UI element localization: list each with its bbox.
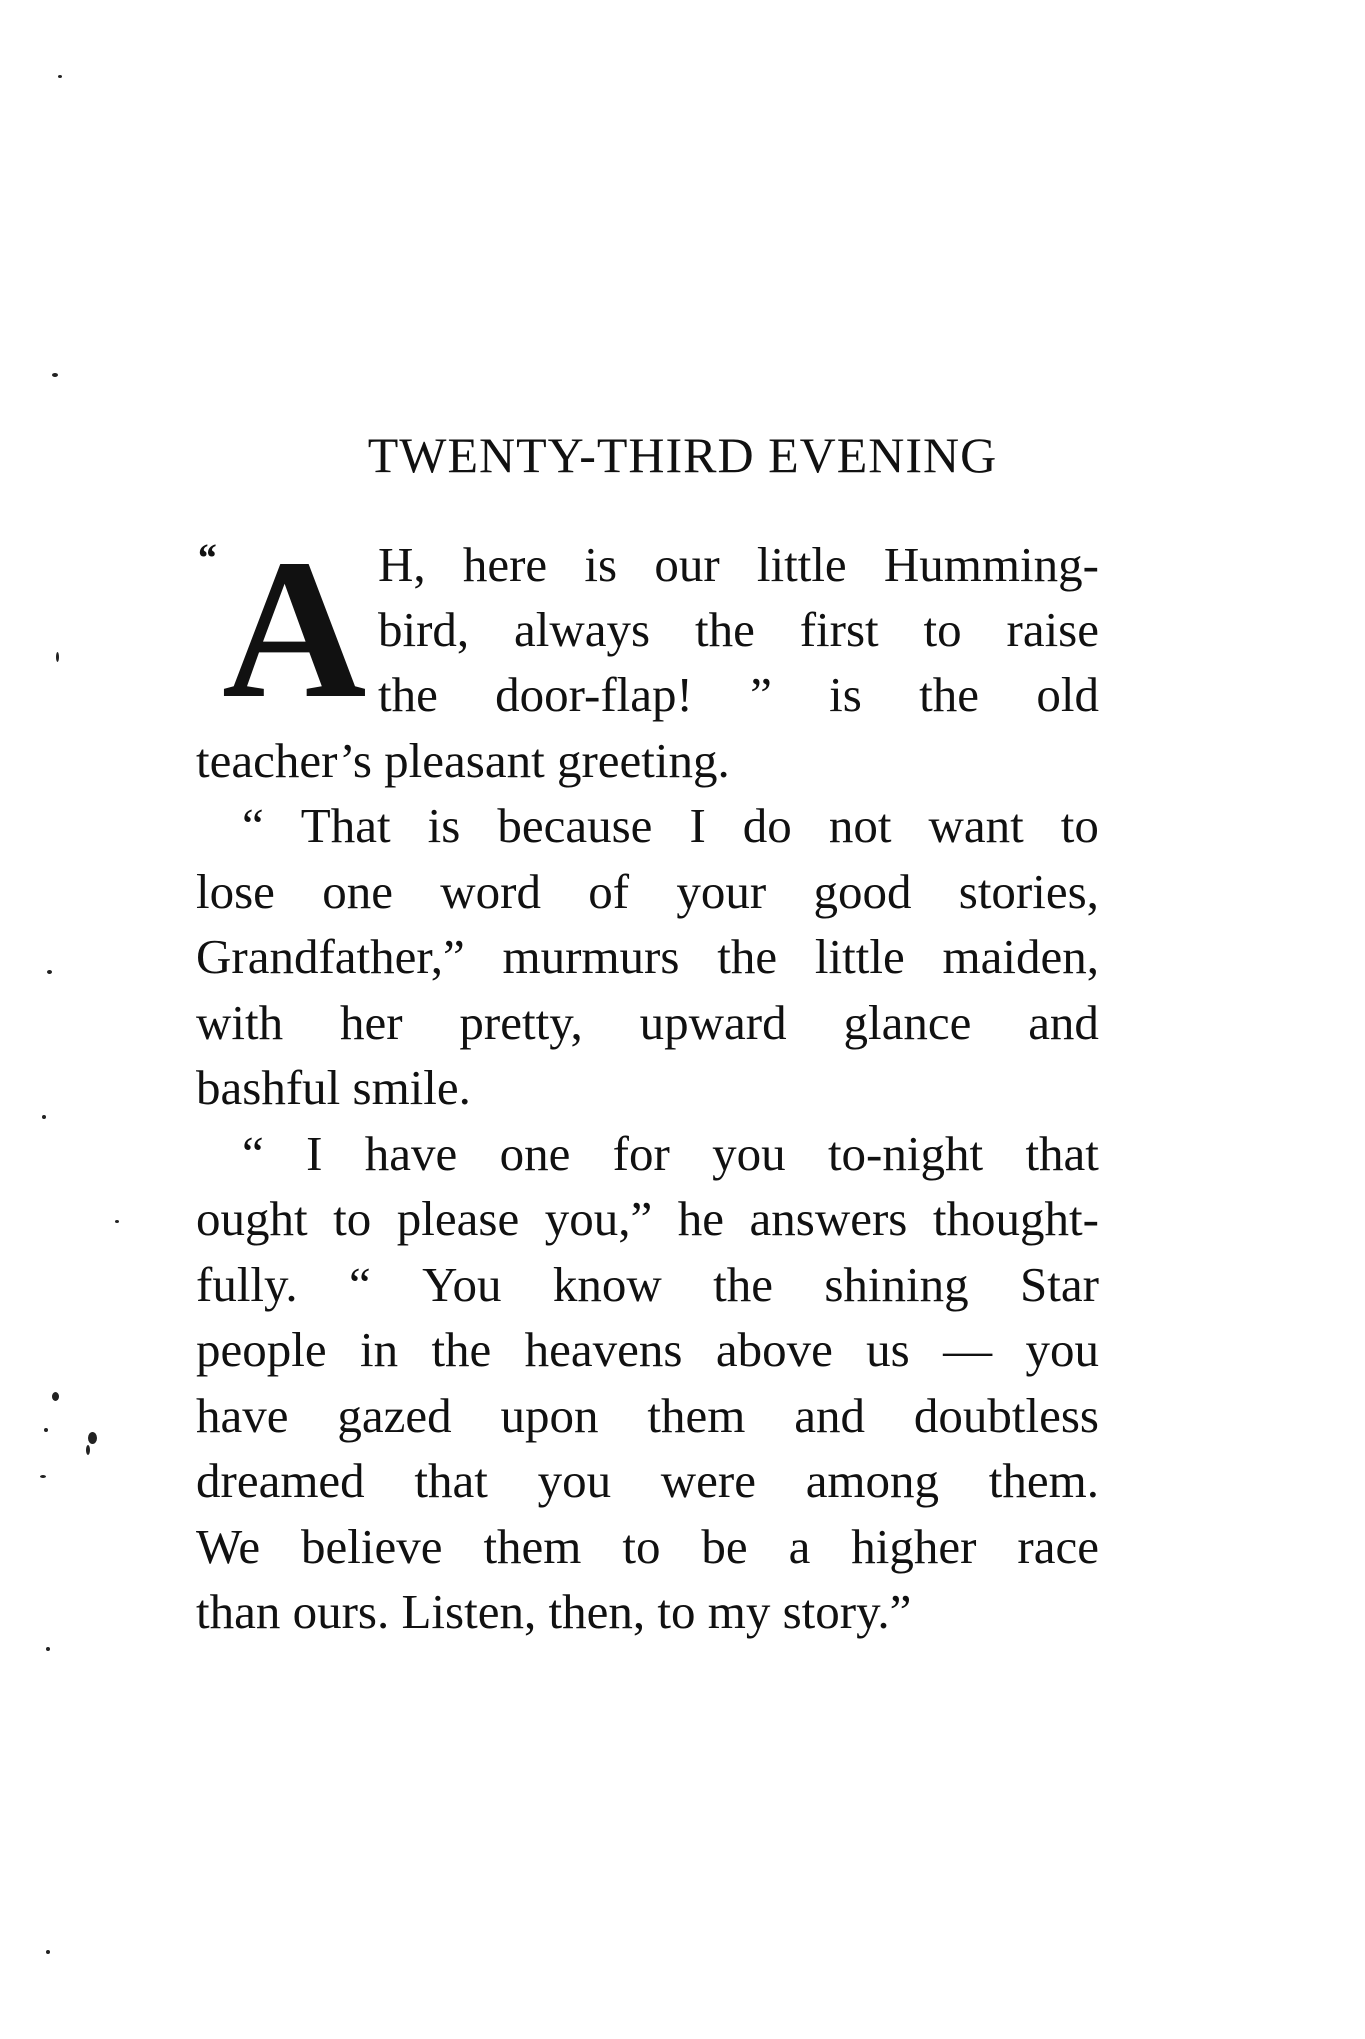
word: thought-: [932, 1191, 1099, 1246]
word: glance: [843, 995, 972, 1050]
word: door-flap!: [495, 667, 693, 722]
word: not: [828, 798, 892, 853]
scan-speck: [42, 1115, 46, 1119]
word: your: [676, 864, 767, 919]
word: I: [306, 1126, 323, 1181]
word: to: [333, 1191, 372, 1246]
word: “: [242, 1126, 264, 1181]
word: fully.: [196, 1257, 298, 1312]
word: and: [794, 1388, 865, 1443]
word: answers: [749, 1191, 908, 1246]
word: bird,: [378, 602, 470, 657]
word: people: [196, 1322, 327, 1377]
word: upon: [500, 1388, 599, 1443]
scan-speck: [86, 1445, 90, 1455]
scan-speck: [47, 970, 52, 974]
word: do: [742, 798, 792, 853]
scan-speck: [115, 1220, 119, 1223]
word: We: [196, 1519, 261, 1574]
word: good: [813, 864, 912, 919]
word: raise: [1006, 602, 1099, 657]
scan-speck: [52, 373, 58, 377]
word: you: [712, 1126, 786, 1181]
word: have: [364, 1126, 458, 1181]
word: little: [756, 537, 847, 592]
word: one: [322, 864, 393, 919]
word: of: [588, 864, 630, 919]
scan-speck: [46, 1647, 50, 1651]
text-line: [196, 1386, 1099, 1446]
word: them: [483, 1519, 582, 1574]
word: lose: [196, 864, 275, 919]
text-line: [196, 1517, 1099, 1577]
word: ”: [750, 667, 772, 722]
chapter-title: TWENTY-THIRD EVENING: [367, 427, 998, 483]
word: gazed: [337, 1388, 452, 1443]
text-line: [378, 600, 1099, 660]
word: murmurs: [502, 929, 680, 984]
word: is: [584, 537, 618, 592]
word: the: [717, 929, 778, 984]
word: the: [713, 1257, 773, 1312]
word: old: [1036, 667, 1099, 722]
word: heavens: [524, 1322, 683, 1377]
word: is: [427, 798, 461, 853]
word: little: [814, 929, 905, 984]
text-line: [196, 1255, 1099, 1315]
word: higher: [851, 1519, 977, 1574]
word: dreamed: [196, 1453, 365, 1508]
word: a: [788, 1519, 811, 1574]
word: want: [928, 798, 1024, 853]
word: you: [1025, 1322, 1099, 1377]
word: the: [378, 667, 438, 722]
word: doubtless: [913, 1388, 1099, 1443]
word: I: [689, 798, 706, 853]
text-line: [196, 862, 1099, 922]
scan-speck: [52, 1392, 59, 1401]
word: have: [196, 1388, 289, 1443]
opening-quote-mark: “: [196, 535, 216, 580]
word: race: [1017, 1519, 1099, 1574]
word: Grandfather,”: [196, 929, 465, 984]
word: with: [196, 995, 284, 1050]
word: and: [1028, 995, 1099, 1050]
text-line: than ours. Listen, then, to my story.”: [196, 1584, 912, 1639]
word: he: [677, 1191, 724, 1246]
text-line: [196, 1320, 1099, 1380]
scan-speck: [46, 1950, 50, 1954]
text-line: [196, 1189, 1099, 1249]
word: that: [1025, 1126, 1099, 1181]
word: them: [647, 1388, 746, 1443]
word: word: [440, 864, 541, 919]
word: them.: [988, 1453, 1099, 1508]
word: first: [799, 602, 879, 657]
word: to-night: [827, 1126, 984, 1181]
word: among: [805, 1453, 940, 1508]
word: us: [866, 1322, 910, 1377]
word: know: [552, 1257, 662, 1312]
drop-cap-letter: A: [222, 519, 367, 740]
word: Humming-: [883, 537, 1099, 592]
text-line: [196, 927, 1099, 987]
word: to: [923, 602, 962, 657]
text-line: teacher’s pleasant greeting.: [196, 733, 730, 788]
word: is: [829, 667, 862, 722]
text-line: [378, 535, 1099, 595]
word: ought: [196, 1191, 308, 1246]
word: “: [242, 798, 264, 853]
word: Star: [1019, 1257, 1099, 1312]
word: be: [701, 1519, 748, 1574]
word: above: [715, 1322, 833, 1377]
word: for: [612, 1126, 670, 1181]
word: because: [497, 798, 653, 853]
word: to: [1060, 798, 1099, 853]
scan-speck: [56, 652, 59, 662]
word: please: [396, 1191, 520, 1246]
word: our: [654, 537, 720, 592]
word: her: [339, 995, 403, 1050]
word: upward: [639, 995, 787, 1050]
text-line: [196, 1451, 1099, 1511]
word: always: [514, 602, 651, 657]
word: maiden,: [942, 929, 1099, 984]
word: you,”: [544, 1191, 653, 1246]
word: shining: [824, 1257, 969, 1312]
word: that: [414, 1453, 488, 1508]
text-line: [242, 1124, 1099, 1184]
scan-speck: [44, 1428, 48, 1432]
word: believe: [301, 1519, 443, 1574]
word: —: [943, 1322, 993, 1377]
scan-speck: [40, 1475, 46, 1478]
word: were: [660, 1453, 756, 1508]
word: H,: [378, 537, 426, 592]
word: pretty,: [459, 995, 583, 1050]
word: That: [300, 798, 391, 853]
word: stories,: [958, 864, 1099, 919]
text-line: [242, 796, 1099, 856]
word: here: [462, 537, 548, 592]
word: the: [919, 667, 980, 722]
text-line: bashful smile.: [196, 1060, 471, 1115]
word: one: [499, 1126, 571, 1181]
word: you: [537, 1453, 612, 1508]
scan-speck: [88, 1432, 97, 1444]
word: to: [622, 1519, 661, 1574]
text-line: [378, 665, 1099, 725]
word: in: [359, 1322, 399, 1377]
scan-speck: [58, 75, 62, 78]
text-line: [196, 993, 1099, 1053]
word: the: [694, 602, 755, 657]
word: the: [431, 1322, 492, 1377]
word: “: [348, 1257, 371, 1312]
word: You: [422, 1257, 502, 1312]
